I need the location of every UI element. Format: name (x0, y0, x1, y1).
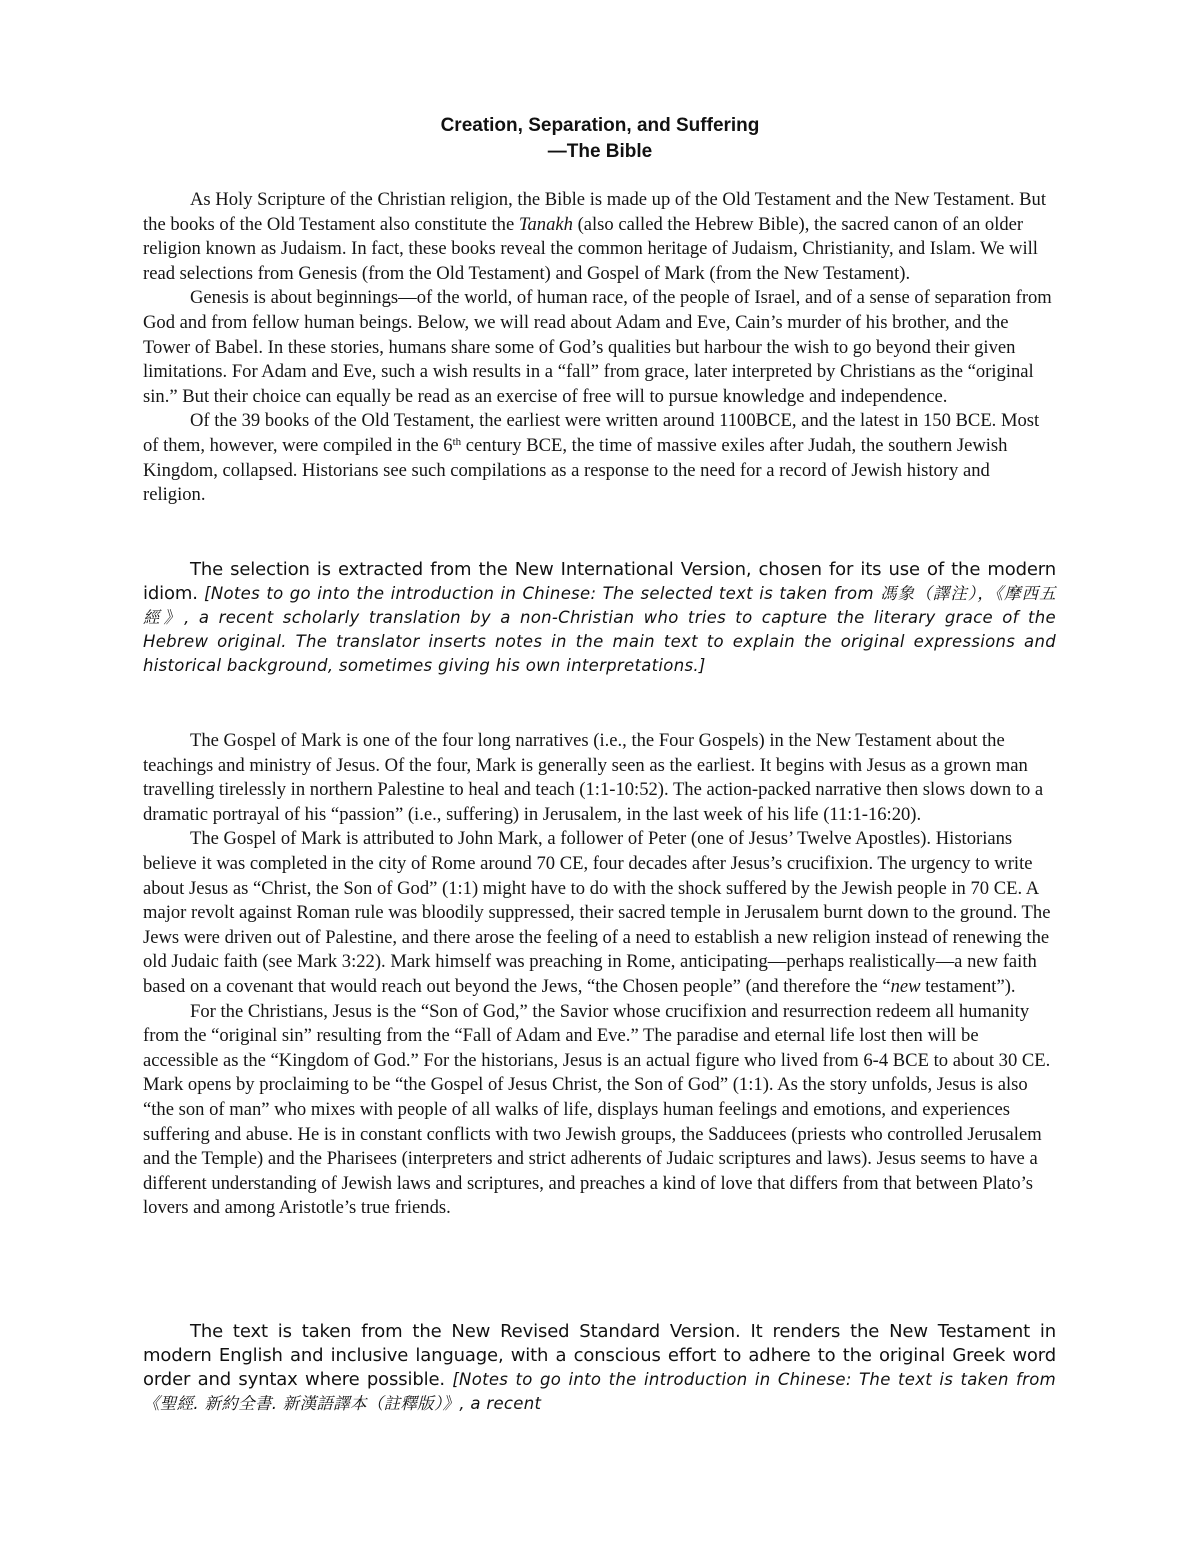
paragraph-mark-history: The Gospel of Mark is attributed to John Mark, a follower of Peter (one of Jesus’ Twelve Apostles). Historians believe it was completed in the city of Rome around 70 CE, four decades after Jesus’s crucifixion. The urgency to write about Jesus as “Christ, the Son of God” (1:1) might have to do with the shock suffered by the Jewish people in 70 CE. A major revolt against Roman rule was bloodily suppressed, their sacred temple in Jerusalem burnt down to the ground. The Jews were driven out of Palestine, and there arose the feeling of a need to establish a new religion instead of renewing the old Judaic faith (see Mark 3:22). Mark himself was preaching in Rome, anticipating—perhaps realistically—a new faith based on a covenant that would reach out beyond the Jews, “the Chosen people” (and therefore the “new testament”). (143, 828, 1051, 997)
nrsv-source: The text is taken from the New Revised Standard Version. It renders the New Testament in modern English and inclusive language, with a conscious effort to adhere to the original Greek word order and syntax where possible. (143, 1321, 1056, 1390)
paragraph-old-testament-dates: Of the 39 books of the Old Testament, the earliest were written around 1100BCE, and the latest in 150 BCE. Most of them, however, were compiled in the 6th century BCE, the time of massive exiles after Judah, the southern Jewish Kingdom, collapsed. Historians see such compilations as a response to the need for a record of Jewish history and religion. (143, 410, 1040, 506)
tanakh-term: Tanakh (518, 213, 573, 235)
page-title (0, 113, 1200, 165)
paragraph-jesus: For the Christians, Jesus is the “Son of God,” the Savior whose crucifixion and resurrection redeem all humanity from the “original sin” resulting from the “Fall of Adam and Eve.” The paradise and eternal life lost then will be accessible as the “Kingdom of God.” For the historians, Jesus is an actual figure who lived from 6-4 BCE to about 30 CE. Mark opens by proclaiming to be “the Gospel of Jesus Christ, the Son of God” (1:1). As the story unfolds, Jesus is also “the son of man” who mixes with people of all walks of life, displays human feelings and emotions, and experiences suffering and abuse. He is in constant conflicts with two Jewish groups, the Sadducees (priests who controlled Jerusalem and the Temple) and the Pharisees (interpreters and strict adherents of Judaic scriptures and laws). Jesus seems to have a different understanding of Jewish laws and scriptures, and preaches a kind of love that differs from that between Plato’s lovers and among Aristotle’s true friends. (143, 1000, 1051, 1219)
genesis-translation-note (143, 558, 1056, 678)
title-line-1: Creation, Separation, and Suffering (440, 115, 760, 136)
selection-source: The selection is extracted from the New International Version, chosen for its use of the modern idiom. (143, 559, 1056, 604)
new-term: new (890, 975, 921, 997)
intro-section (143, 188, 1056, 508)
superscript-th: th (452, 435, 462, 448)
paragraph-bible-overview: As Holy Scripture of the Christian religion, the Bible is made up of the Old Testament and the New Testament. But the books of the Old Testament also constitute the Tanakh (also called the Hebrew Bible), the sacred canon of an older religion known as Judaism. In fact, these books reveal the common heritage of Judaism, Christianity, and Islam. We will read selections from Genesis (from the Old Testament) and Gospel of Mark (from the New Testament). (143, 189, 1046, 284)
chinese-intro-note-2: [Notes to go into the introduction in Chinese: The text is taken from 《聖經. 新約全書. 新漢語譯本（註釋版）》, a recent (143, 1370, 1056, 1413)
chinese-intro-note: [Notes to go into the introduction in Chinese: The selected text is taken from 馮象（譯注），《摩西五經》, a recent scholarly translation by a non-Christian who tries to capture the literary grace of the Hebrew original. The translator inserts notes in the main text to explain the original expressions and historical background, sometimes giving his own interpretations.] (143, 584, 1056, 675)
paragraph-gospel-of-mark: The Gospel of Mark is one of the four long narratives (i.e., the Four Gospels) in the New Testament about the teachings and ministry of Jesus. Of the four, Mark is generally seen as the earliest. It begins with Jesus as a grown man travelling tirelessly in northern Palestine to heal and teach (1:1-10:52). The action-packed narrative then slows down to a dramatic portrayal of his “passion” (i.e., suffering) in Jerusalem, in the last week of his life (11:1-16:20). (143, 730, 1044, 825)
mark-section (143, 729, 1056, 1221)
title-line-2: —The Bible (547, 141, 653, 162)
mark-translation-note (143, 1320, 1056, 1416)
paragraph-genesis: Genesis is about beginnings—of the world, of human race, of the people of Israel, and of a sense of separation from God and from fellow human beings. Below, we will read about Adam and Eve, Cain’s murder of his brother, and the Tower of Babel. In these stories, humans share some of God’s qualities but harbour the wish to go beyond their given limitations. For Adam and Eve, such a wish results in a “fall” from grace, later interpreted by Christians as the “original sin.” But their choice can equally be read as an exercise of free will to pursue knowledge and independence. (143, 287, 1052, 407)
